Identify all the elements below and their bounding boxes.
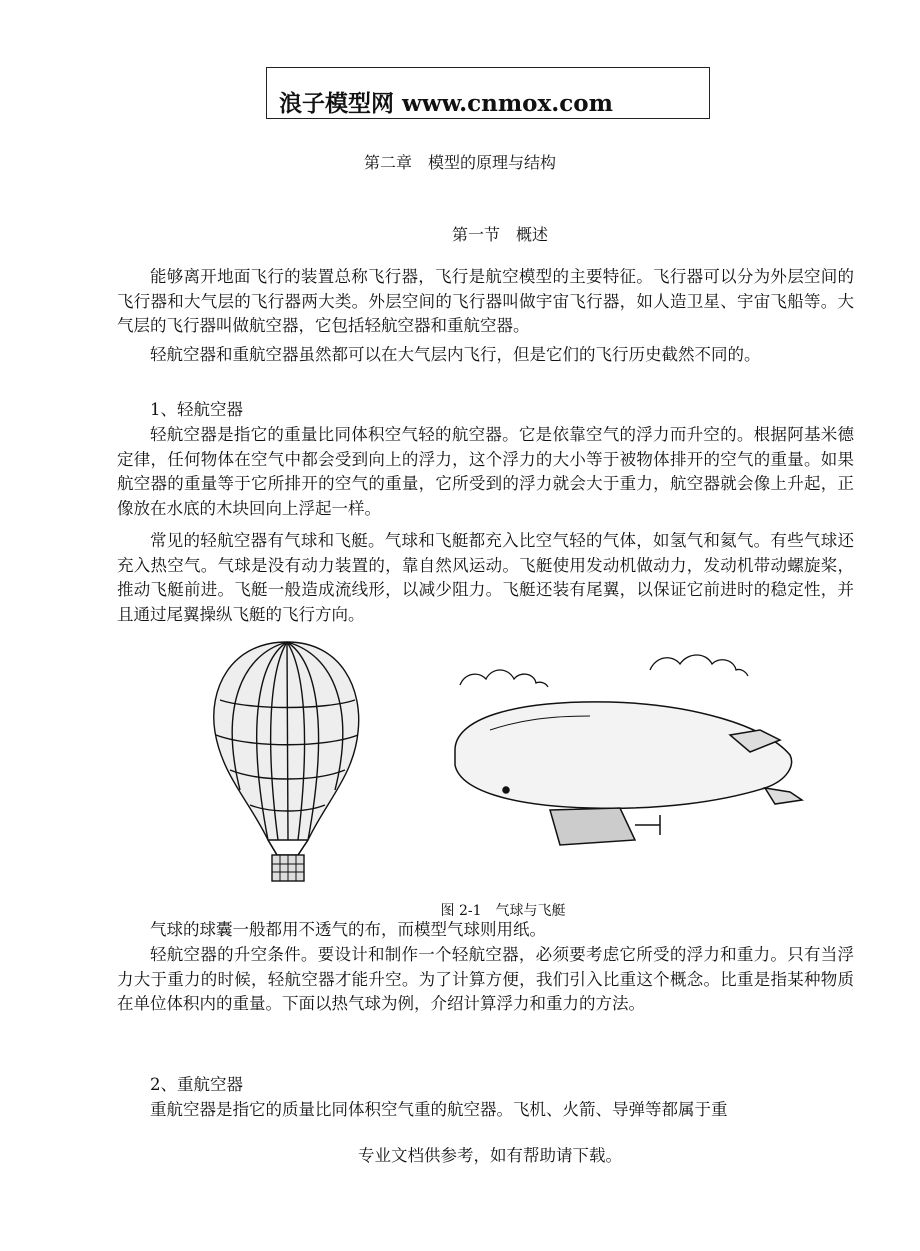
page-footer: 专业文档供参考，如有帮助请下载。 xyxy=(358,1146,622,1165)
heading-light-aircraft: 1、轻航空器 xyxy=(150,400,243,419)
paragraph-balloon-material: 气球的球囊一般都用不透气的布，而模型气球则用纸。 xyxy=(150,920,546,939)
site-header-box xyxy=(266,67,710,119)
section-title: 第一节 概述 xyxy=(451,225,548,244)
paragraph-heavy-aircraft: 重航空器是指它的质量比同体积空气重的航空器。飞机、火箭、导弹等都属于重 xyxy=(150,1100,728,1119)
site-header-text: 浪子模型网 www.cnmox.com xyxy=(279,90,613,117)
paragraph-lift-condition: 轻航空器的升空条件。要设计和制作一个轻航空器，必须要考虑它所受的浮力和重力。只有当浮力大于重力的时候，轻航空器才能升空。为了计算方便，我们引入比重这个概念。比重是指某种物质在单位体积内的重量。下面以热气球为例，介绍计算浮力和重力的方法。 xyxy=(117,945,854,1013)
balloon-illustration xyxy=(214,642,359,881)
figure-caption: 图 2-1 气球与飞艇 xyxy=(440,903,566,919)
heading-heavy-aircraft: 2、重航空器 xyxy=(150,1075,243,1094)
figure-balloon-airship xyxy=(190,640,820,895)
clouds-illustration xyxy=(460,655,748,687)
paragraph-balloon-airship: 常见的轻航空器有气球和飞艇。气球和飞艇都充入比空气轻的气体，如氢气和氦气。有些气球还充入热空气。气球是没有动力装置的，靠自然风运动。飞艇使用发动机做动力，发动机带动螺旋桨，推动飞艇前进。飞艇一般造成流线形，以减少阻力。飞艇还装有尾翼，以保证它前进时的稳定性，并且通过尾翼操纵飞艇的飞行方向。 xyxy=(117,531,854,624)
chapter-title: 第二章 模型的原理与结构 xyxy=(363,153,556,172)
paragraph-history: 轻航空器和重航空器虽然都可以在大气层内飞行，但是它们的飞行历史截然不同的。 xyxy=(150,345,761,364)
paragraph-light-aircraft: 轻航空器是指它的重量比同体积空气轻的航空器。它是依靠空气的浮力而升空的。根据阿基米德定律，任何物体在空气中都会受到向上的浮力，这个浮力的大小等于被物体排开的空气的重量。如果航空器的重量等于它所排开的空气的重量，它所受到的浮力就会大于重力，航空器就会像上升起，正像放在水底的木块回向上浮起一样。 xyxy=(117,425,854,518)
paragraph-intro: 能够离开地面飞行的装置总称飞行器，飞行是航空模型的主要特征。飞行器可以分为外层空间的飞行器和大气层的飞行器两大类。外层空间的飞行器叫做宇宙飞行器，如人造卫星、宇宙飞船等。大气层的飞行器叫做航空器，它包括轻航空器和重航空器。 xyxy=(117,267,854,335)
airship-illustration xyxy=(455,702,802,845)
